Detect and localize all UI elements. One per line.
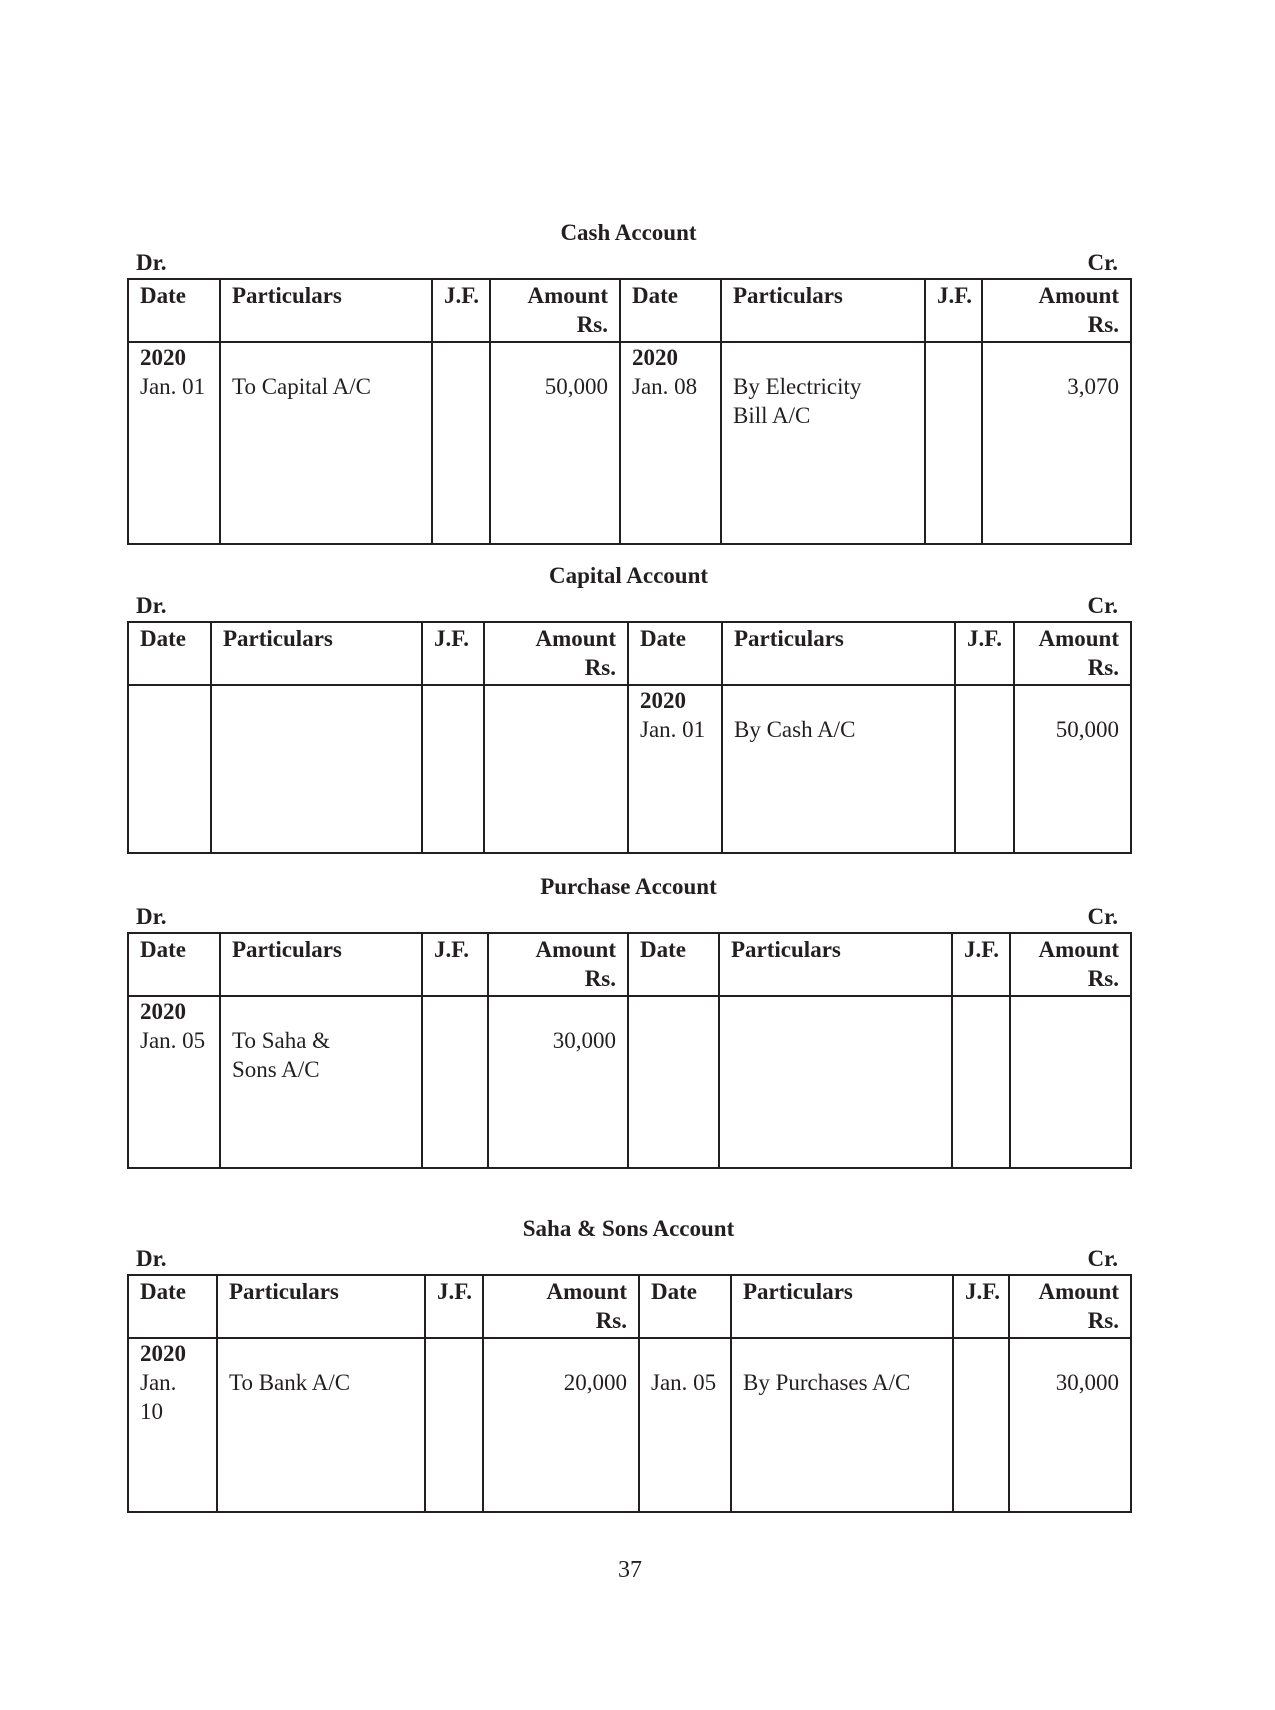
particulars-header: Particulars xyxy=(220,933,422,996)
debit-date-cell: 2020 Jan. 01 xyxy=(128,342,220,544)
header-row xyxy=(128,279,1131,342)
dr-label: Dr. xyxy=(136,593,167,618)
purchase-account-ledger xyxy=(127,872,1130,1169)
date-header: Date xyxy=(128,279,220,342)
cr-label: Cr. xyxy=(1087,904,1118,929)
jf-header: J.F. xyxy=(925,279,982,342)
credit-jf-cell xyxy=(952,996,1010,1168)
date-header: Date xyxy=(639,1275,731,1338)
debit-particulars-cell: To Bank A/C xyxy=(217,1338,425,1512)
credit-date-cell: 2020 Jan. 08 xyxy=(620,342,721,544)
debit-date-cell: 2020 Jan. 10 xyxy=(128,1338,217,1512)
credit-amount-cell: 3,070 xyxy=(982,342,1131,544)
debit-amount-cell: 30,000 xyxy=(488,996,628,1168)
credit-amount-cell: 30,000 xyxy=(1009,1338,1131,1512)
amount-header: Amount Rs. xyxy=(488,933,628,996)
credit-amount-cell xyxy=(1010,996,1131,1168)
jf-header: J.F. xyxy=(952,933,1010,996)
header-row xyxy=(128,933,1131,996)
dr-label: Dr. xyxy=(136,1246,167,1271)
debit-amount-cell: 50,000 xyxy=(490,342,620,544)
debit-amount-cell xyxy=(484,685,628,853)
table-row xyxy=(128,996,1131,1168)
ledger-table xyxy=(127,1274,1132,1513)
debit-date-cell: 2020 Jan. 05 xyxy=(128,996,220,1168)
saha-sons-account-ledger xyxy=(127,1214,1130,1513)
jf-header: J.F. xyxy=(422,933,488,996)
credit-particulars-cell: By Purchases A/C xyxy=(731,1338,953,1512)
particulars-header: Particulars xyxy=(719,933,952,996)
cr-label: Cr. xyxy=(1087,593,1118,618)
jf-header: J.F. xyxy=(425,1275,483,1338)
particulars-header: Particulars xyxy=(217,1275,425,1338)
credit-jf-cell xyxy=(953,1338,1009,1512)
amount-header: Amount Rs. xyxy=(982,279,1131,342)
amount-header: Amount Rs. xyxy=(490,279,620,342)
date-header: Date xyxy=(128,1275,217,1338)
particulars-header: Particulars xyxy=(722,622,955,685)
debit-amount-cell: 20,000 xyxy=(483,1338,639,1512)
credit-amount-cell: 50,000 xyxy=(1014,685,1131,853)
table-row xyxy=(128,1338,1131,1512)
amount-header: Amount Rs. xyxy=(1014,622,1131,685)
particulars-header: Particulars xyxy=(731,1275,953,1338)
cr-label: Cr. xyxy=(1087,1246,1118,1271)
credit-particulars-cell: By Electricity Bill A/C xyxy=(721,342,925,544)
header-row xyxy=(128,1275,1131,1338)
date-header: Date xyxy=(628,622,722,685)
page-number: 37 xyxy=(618,1557,642,1583)
amount-header: Amount Rs. xyxy=(483,1275,639,1338)
jf-header: J.F. xyxy=(953,1275,1009,1338)
debit-jf-cell xyxy=(422,996,488,1168)
ledger-title: Saha & Sons Account xyxy=(522,1216,735,1241)
credit-jf-cell xyxy=(925,342,982,544)
jf-header: J.F. xyxy=(955,622,1014,685)
jf-header: J.F. xyxy=(422,622,484,685)
ledger-table xyxy=(127,932,1132,1169)
dr-label: Dr. xyxy=(136,904,167,929)
particulars-header: Particulars xyxy=(721,279,925,342)
table-row xyxy=(128,342,1131,544)
credit-jf-cell xyxy=(955,685,1014,853)
credit-particulars-cell: By Cash A/C xyxy=(722,685,955,853)
cr-label: Cr. xyxy=(1087,250,1118,275)
jf-header: J.F. xyxy=(432,279,490,342)
capital-account-ledger xyxy=(127,561,1130,854)
header-row xyxy=(128,622,1131,685)
debit-particulars-cell: To Saha & Sons A/C xyxy=(220,996,422,1168)
credit-particulars-cell xyxy=(719,996,952,1168)
credit-date-cell: Jan. 05 xyxy=(639,1338,731,1512)
credit-date-cell xyxy=(628,996,719,1168)
credit-date-cell: 2020 Jan. 01 xyxy=(628,685,722,853)
particulars-header: Particulars xyxy=(211,622,422,685)
debit-jf-cell xyxy=(432,342,490,544)
table-row xyxy=(128,685,1131,853)
date-header: Date xyxy=(128,933,220,996)
debit-jf-cell xyxy=(422,685,484,853)
amount-header: Amount Rs. xyxy=(1009,1275,1131,1338)
amount-header: Amount Rs. xyxy=(484,622,628,685)
dr-label: Dr. xyxy=(136,250,167,275)
date-header: Date xyxy=(620,279,721,342)
debit-jf-cell xyxy=(425,1338,483,1512)
ledger-title: Purchase Account xyxy=(540,874,717,899)
ledger-title: Capital Account xyxy=(548,563,709,588)
particulars-header: Particulars xyxy=(220,279,432,342)
cash-account-ledger xyxy=(127,218,1130,545)
amount-header: Amount Rs. xyxy=(1010,933,1131,996)
debit-date-cell xyxy=(128,685,211,853)
ledger-table xyxy=(127,621,1132,854)
debit-particulars-cell: To Capital A/C xyxy=(220,342,432,544)
debit-particulars-cell xyxy=(211,685,422,853)
date-header: Date xyxy=(628,933,719,996)
date-header: Date xyxy=(128,622,211,685)
ledger-title: Cash Account xyxy=(560,220,697,245)
ledger-table xyxy=(127,278,1132,545)
